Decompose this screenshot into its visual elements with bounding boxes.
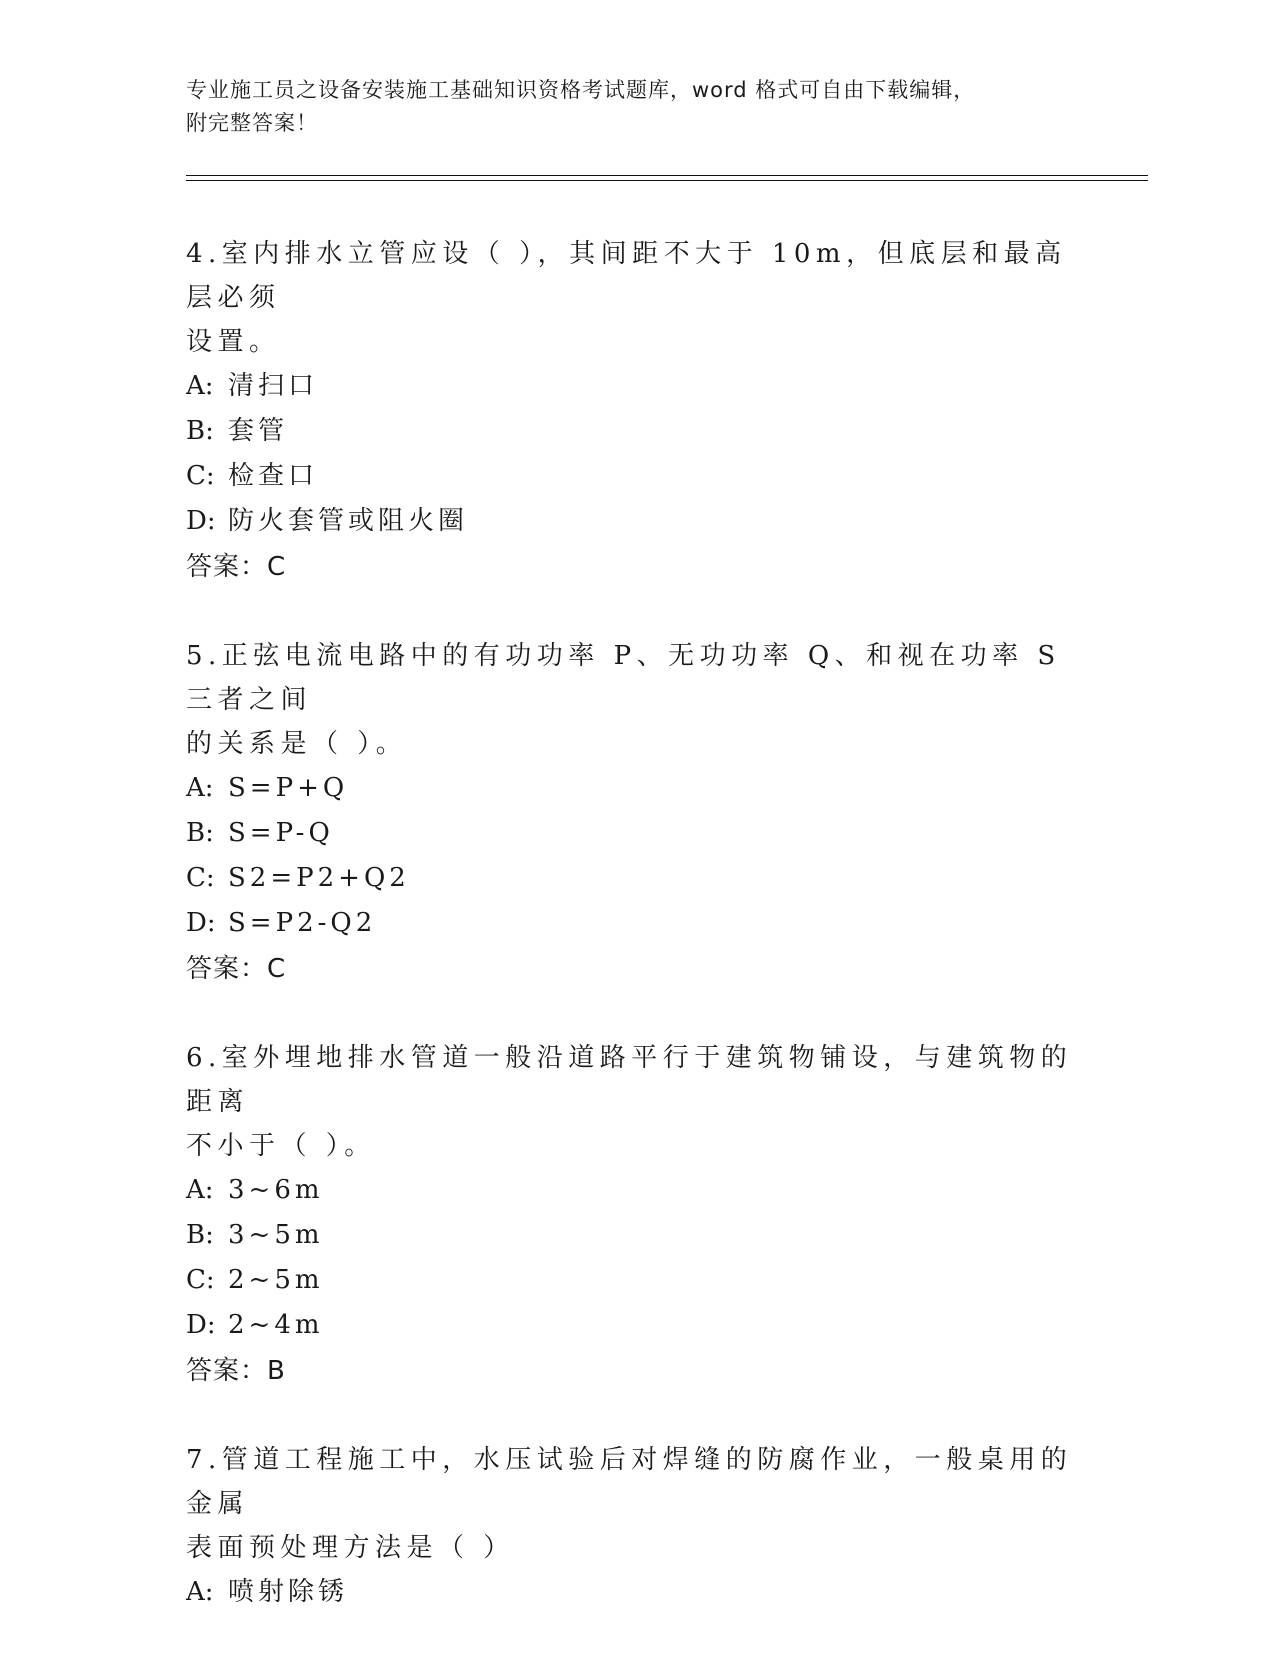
header-divider-top (186, 175, 1148, 176)
option-letter: A: (186, 773, 214, 803)
question-stem (186, 1036, 1086, 1168)
option-text: 3~5m (228, 1220, 324, 1250)
question-stem (186, 232, 1086, 364)
stem-line-2: 不小于（ ）。 (186, 1131, 376, 1161)
question-stem (186, 1438, 1086, 1570)
option-letter: B: (186, 818, 214, 848)
option-a (186, 766, 1086, 811)
stem-line-1: 7.管道工程施工中，水压试验后对焊缝的防腐作业，一般桌用的金属 (186, 1445, 1073, 1519)
option-letter: A: (186, 1175, 214, 1205)
option-text: 防火套管或阻火圈 (228, 506, 469, 536)
option-text: 2~5m (228, 1265, 324, 1295)
answer-line: 答案：C (186, 954, 287, 984)
option-letter: D: (186, 506, 216, 536)
option-letter: C: (186, 863, 215, 893)
option-letter: C: (186, 1265, 215, 1295)
question-7 (186, 1438, 1086, 1615)
option-c (186, 1258, 1086, 1303)
option-d (186, 499, 1086, 544)
document-header (186, 74, 1086, 140)
answer-line: 答案：B (186, 1356, 286, 1386)
option-letter: C: (186, 461, 215, 491)
option-b (186, 811, 1086, 856)
option-text: 2~4m (228, 1310, 324, 1340)
option-b (186, 409, 1086, 454)
option-a (186, 1570, 1086, 1615)
option-letter: D: (186, 1310, 216, 1340)
option-text: S2=P2+Q2 (228, 863, 410, 893)
option-c (186, 856, 1086, 901)
option-a (186, 1168, 1086, 1213)
option-text: 喷射除锈 (228, 1577, 349, 1607)
option-text: 套管 (228, 416, 289, 446)
question-4 (186, 232, 1086, 590)
stem-line-1: 4.室内排水立管应设（ ），其间距不大于 10m，但底层和最高层必须 (186, 239, 1067, 313)
option-letter: B: (186, 1220, 214, 1250)
option-letter: A: (186, 371, 214, 401)
option-text: 3~6m (228, 1175, 324, 1205)
option-text: 检查口 (228, 461, 319, 491)
option-c (186, 454, 1086, 499)
option-text: 清扫口 (228, 371, 319, 401)
stem-line-1: 5.正弦电流电路中的有功功率 P、无功功率 Q、和视在功率 S 三者之间 (186, 641, 1061, 715)
option-d (186, 901, 1086, 946)
question-6 (186, 1036, 1086, 1394)
option-text: S=P2-Q2 (228, 908, 377, 938)
option-text: S=P+Q (228, 773, 349, 803)
question-stem (186, 634, 1086, 766)
option-d (186, 1303, 1086, 1348)
header-line-2: 附完整答案！ (186, 111, 318, 135)
option-b (186, 1213, 1086, 1258)
stem-line-1: 6.室外埋地排水管道一般沿道路平行于建筑物铺设，与建筑物的距离 (186, 1043, 1073, 1117)
header-line-1: 专业施工员之设备安装施工基础知识资格考试题库，word 格式可自由下载编辑， (186, 78, 976, 102)
option-a (186, 364, 1086, 409)
option-letter: D: (186, 908, 216, 938)
answer-line: 答案：C (186, 552, 287, 582)
stem-line-2: 表面预处理方法是（ ） (186, 1533, 515, 1563)
option-letter: A: (186, 1577, 214, 1607)
option-text: S=P-Q (228, 818, 334, 848)
stem-line-2: 设置。 (186, 327, 281, 357)
option-letter: B: (186, 416, 214, 446)
question-5 (186, 634, 1086, 992)
stem-line-2: 的关系是（ ）。 (186, 729, 408, 759)
question-list (186, 232, 1086, 1659)
header-divider-bottom (186, 180, 1148, 181)
